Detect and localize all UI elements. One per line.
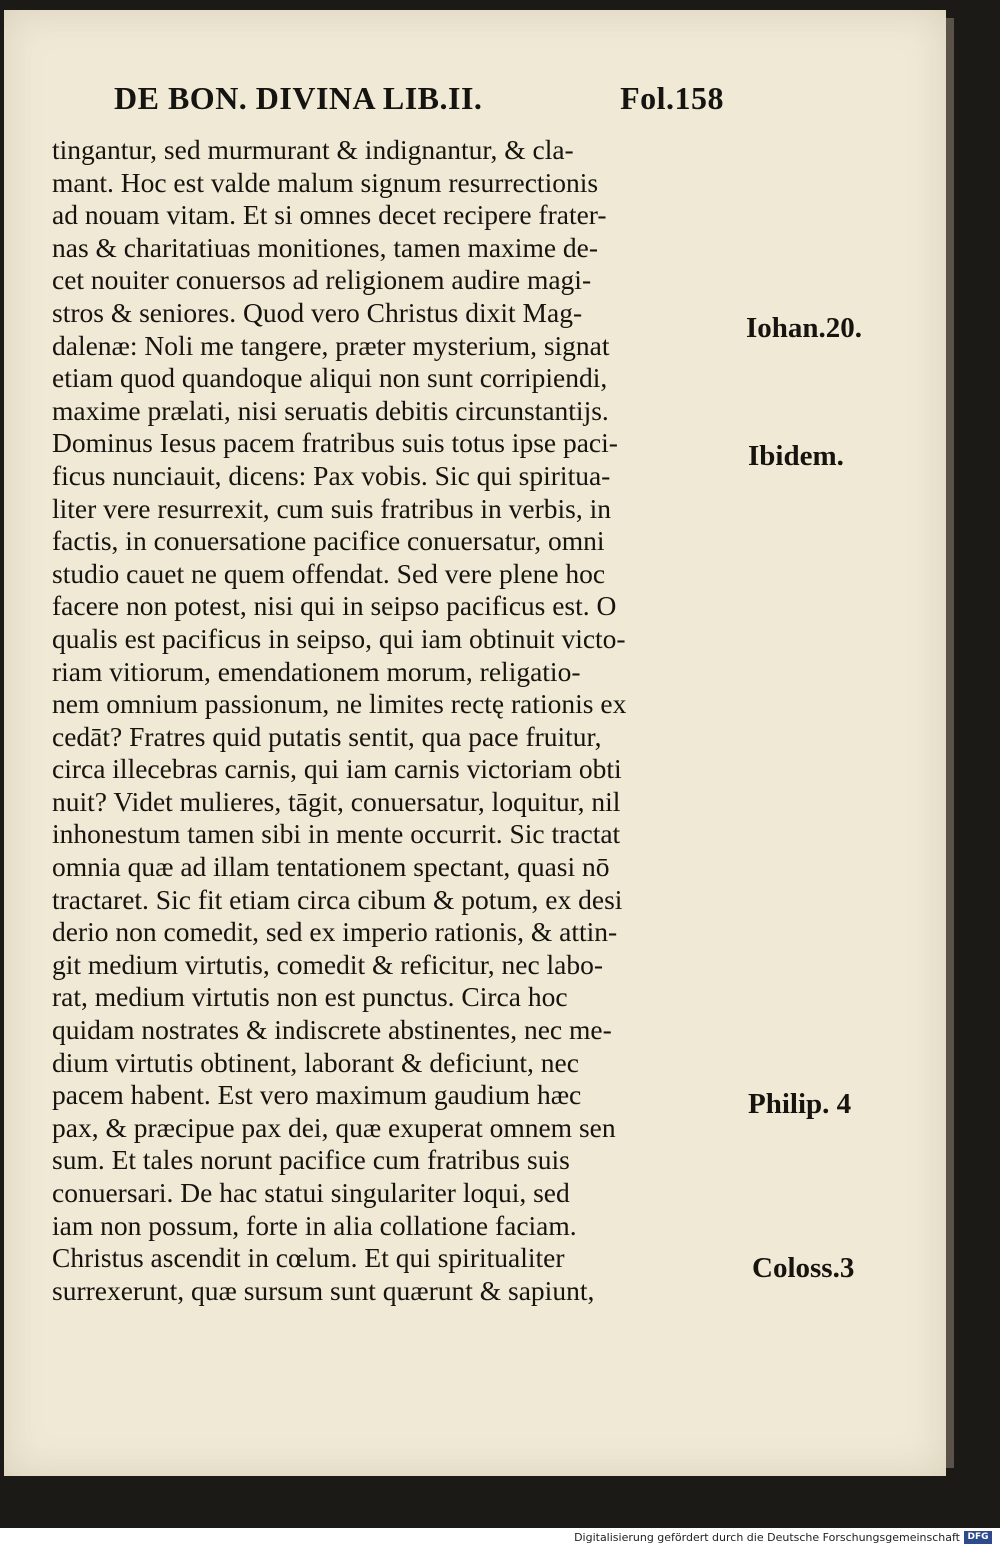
text-line: etiam quod quandoque aliqui non sunt corripiendi,	[52, 362, 608, 394]
funding-credit: Digitalisierung gefördert durch die Deutsche Forschungsgemeinschaft	[574, 1531, 960, 1544]
text-line: omnia quæ ad illam tentationem spectant, quasi nō	[52, 851, 610, 883]
text-line: factis, in conuersatione pacifice conuersatur, omni	[52, 525, 605, 557]
text-line: ad nouam vitam. Et si omnes decet recipere frater-	[52, 199, 607, 231]
margin-note-philip: Philip. 4	[748, 1088, 852, 1120]
text-line: quidam nostrates & indiscrete abstinentes, nec me-	[52, 1014, 612, 1046]
text-line: derio non comedit, sed ex imperio rationis, & attin-	[52, 916, 618, 948]
margin-note-coloss: Coloss.3	[752, 1252, 855, 1284]
text-line: maxime prælati, nisi seruatis debitis circunstantijs.	[52, 394, 609, 426]
text-line: pax, & præcipue pax dei, quæ exuperat omnem sen	[52, 1111, 616, 1143]
dfg-logo-icon: DFG	[964, 1531, 992, 1544]
text-line: nas & charitatiuas monitiones, tamen maxime de-	[52, 231, 599, 263]
text-line: cedāt? Fratres quid putatis sentit, qua pace fruitur,	[52, 720, 602, 752]
text-line: dalenæ: Noli me tangere, præter mysterium, signat	[52, 329, 610, 361]
text-line: surrexerunt, quæ sursum sunt quærunt & sapiunt,	[52, 1274, 595, 1306]
page-edge	[946, 18, 954, 1468]
text-line: git medium virtutis, comedit & reficitur, nec labo-	[52, 948, 604, 980]
text-line: qualis est pacificus in seipso, qui iam obtinuit victo-	[52, 622, 626, 654]
text-line: nem omnium passionum, ne limites rectę rationis ex	[52, 688, 627, 720]
text-line: tractaret. Sic fit etiam circa cibum & potum, ex desi	[52, 883, 623, 915]
main-text	[52, 134, 752, 1307]
text-line: studio cauet ne quem offendat. Sed vere plene hoc	[52, 557, 606, 589]
text-line: dium virtutis obtinent, laborant & deficiunt, nec	[52, 1046, 579, 1078]
text-line: Dominus Iesus pacem fratribus suis totus ipse paci-	[52, 427, 618, 459]
header-title: DE BON. DIVINA LIB.II.	[114, 80, 483, 116]
running-header	[114, 80, 724, 120]
folio-number: Fol.158	[620, 80, 724, 116]
text-line: conuersari. De hac statui singulariter loqui, sed	[52, 1177, 570, 1208]
text-line: inhonestum tamen sibi in mente occurrit. Sic tractat	[52, 818, 621, 850]
text-line: iam non possum, forte in alia collatione faciam.	[52, 1209, 577, 1241]
margin-note-iohan: Iohan.20.	[746, 312, 863, 344]
text-line: liter vere resurrexit, cum suis fratribus in verbis, in	[52, 492, 612, 524]
text-line: mant. Hoc est valde malum signum resurrectionis	[52, 166, 599, 198]
text-line: sum. Et tales norunt pacifice cum fratribus suis	[52, 1144, 570, 1176]
text-line: pacem habent. Est vero maximum gaudium hæc	[52, 1079, 582, 1111]
text-line: tingantur, sed murmurant & indignantur, & cla-	[52, 134, 574, 165]
text-line: riam vitiorum, emendationem morum, religatio-	[52, 655, 581, 687]
text-line: rat, medium virtutis non est punctus. Circa hoc	[52, 981, 568, 1013]
margin-note-ibidem: Ibidem.	[748, 440, 844, 472]
text-line: facere non potest, nisi qui in seipso pacificus est. O	[52, 590, 617, 622]
text-line: cet nouiter conuersos ad religionem audire magi-	[52, 264, 592, 296]
text-line: ficus nunciauit, dicens: Pax vobis. Sic qui spiritua-	[52, 459, 611, 491]
text-line: nuit? Videt mulieres, tāgit, conuersatur, loquitur, nil	[52, 785, 621, 817]
text-line: Christus ascendit in cœlum. Et qui spiritualiter	[52, 1242, 565, 1274]
text-line: circa illecebras carnis, qui iam carnis victoriam obti	[52, 753, 622, 785]
text-line: stros & seniores. Quod vero Christus dixit Mag-	[52, 296, 583, 328]
